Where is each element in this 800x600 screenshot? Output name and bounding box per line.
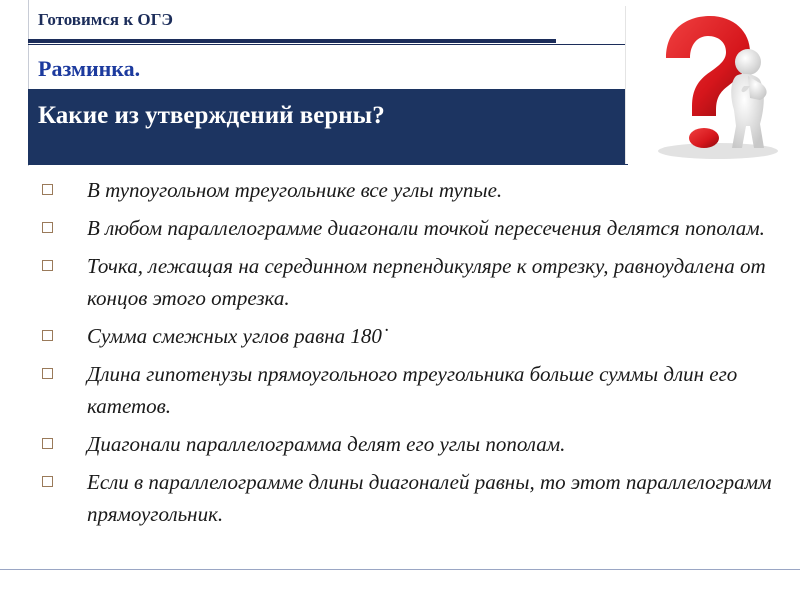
statement-item — [40, 466, 780, 530]
statement-item — [40, 428, 780, 460]
checkbox-icon[interactable] — [42, 330, 53, 341]
section-subtitle: Разминка. — [38, 56, 141, 81]
statement-text: В любом параллелограмме диагонали точкой пересечения делятся пополам. — [87, 216, 765, 240]
banner-question: Какие из утверждений верны? — [38, 102, 385, 129]
statement-item — [40, 320, 780, 352]
question-mark-illustration — [625, 6, 798, 164]
question-banner — [28, 89, 628, 165]
statement-text: Если в параллелограмме длины диагоналей равны, то этот параллелограмм прямоугольник. — [87, 470, 772, 526]
statement-text: В тупоугольном треугольнике все углы тупые. — [87, 178, 503, 202]
checkbox-icon[interactable] — [42, 438, 53, 449]
checkbox-icon[interactable] — [42, 260, 53, 271]
checkbox-icon[interactable] — [42, 476, 53, 487]
footer-rule — [0, 569, 800, 570]
checkbox-icon[interactable] — [42, 222, 53, 233]
checkbox-icon[interactable] — [42, 184, 53, 195]
statement-text: Сумма смежных углов равна 180˙ — [87, 324, 389, 348]
statement-item — [40, 358, 780, 422]
statement-item — [40, 250, 780, 314]
statement-item — [40, 212, 780, 244]
checkbox-icon[interactable] — [42, 368, 53, 379]
title-underline-thick — [28, 39, 556, 43]
statements-list — [40, 174, 780, 536]
statement-text: Диагонали параллелограмма делят его углы пополам. — [87, 432, 566, 456]
page-title: Готовимся к ОГЭ — [38, 10, 173, 29]
statement-item — [40, 174, 780, 206]
question-mark-figure-icon — [626, 6, 798, 164]
statement-text: Точка, лежащая на серединном перпендикуляре к отрезку, равноудалена от концов этого отрезка. — [87, 254, 766, 310]
statement-text: Длина гипотенузы прямоугольного треугольника больше суммы длин его катетов. — [87, 362, 738, 418]
